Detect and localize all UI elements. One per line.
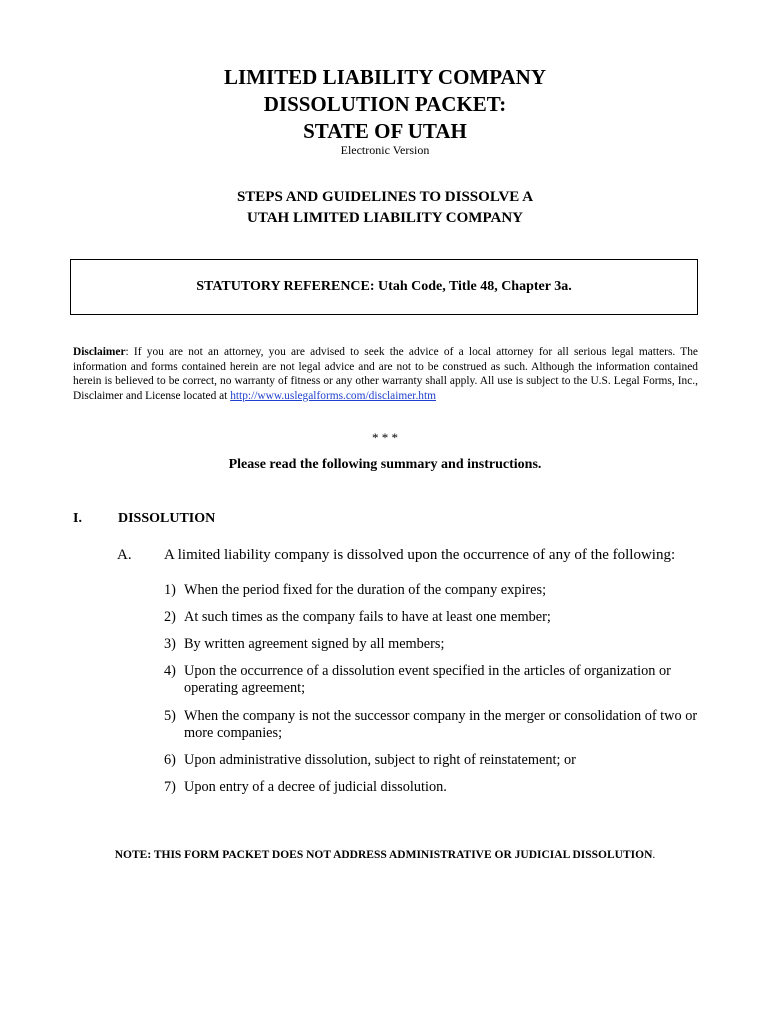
- section-title: DISSOLUTION: [118, 511, 216, 526]
- list-item-text: Upon entry of a decree of judicial dissolution.: [184, 779, 447, 795]
- list-item: [164, 708, 704, 742]
- list-item-number: 5): [164, 708, 176, 724]
- steps-heading-line2: UTAH LIMITED LIABILITY COMPANY: [247, 210, 523, 226]
- list-item-number: 3): [164, 636, 176, 652]
- list-item: [164, 636, 704, 653]
- form-note-text: NOTE: THIS FORM PACKET DOES NOT ADDRESS ADMINISTRATIVE OR JUDICIAL DISSOLUTION: [114, 849, 653, 861]
- disclaimer-text: : If you are not an attorney, you are advised to seek the advice of a local attorney for all serious legal matters. The information and forms contained herein are not legal advice and are not to be construed as such. Although the information contained herein is believed to be correct, no warranty of fitness or any other warranty shall apply. All use is subject to the U.S. Legal Forms, Inc., Disclaimer and License located at: [73, 346, 698, 402]
- section-number: I.: [73, 511, 82, 526]
- disclaimer-paragraph: [73, 345, 698, 403]
- subsection-letter: A.: [117, 547, 132, 563]
- list-item: [164, 582, 704, 599]
- instructions-heading: Please read the following summary and instructions.: [228, 457, 542, 472]
- list-item-text: Upon administrative dissolution, subject to right of reinstatement; or: [184, 752, 576, 768]
- statutory-reference-text: STATUTORY REFERENCE: Utah Code, Title 48, Chapter 3a.: [196, 279, 572, 294]
- list-item-number: 2): [164, 609, 176, 625]
- steps-heading-line1: STEPS AND GUIDELINES TO DISSOLVE A: [236, 189, 534, 205]
- list-item: [164, 663, 704, 697]
- document-title-line2: DISSOLUTION PACKET:: [263, 92, 507, 116]
- document-title-line1: LIMITED LIABILITY COMPANY: [223, 65, 547, 89]
- list-item-text: When the company is not the successor company in the merger or consolidation of two or more companies;: [184, 708, 698, 741]
- subsection-text: A limited liability company is dissolved upon the occurrence of any of the following:: [164, 547, 676, 563]
- form-note-period: .: [652, 849, 656, 861]
- section-separator: * * *: [372, 430, 398, 445]
- form-note: [0, 849, 770, 861]
- list-item: [164, 752, 704, 769]
- statutory-reference-box: [70, 259, 698, 315]
- disclaimer-label: Disclaimer: [73, 346, 126, 358]
- list-item-text: At such times as the company fails to have at least one member;: [184, 609, 551, 625]
- list-item-text: When the period fixed for the duration of the company expires;: [184, 582, 547, 598]
- document-subtitle: Electronic Version: [340, 143, 430, 157]
- list-item-number: 7): [164, 779, 176, 795]
- list-item: [164, 779, 704, 796]
- list-item-text: Upon the occurrence of a dissolution event specified in the articles of organization or operating agreement;: [184, 663, 671, 696]
- list-item-text: By written agreement signed by all members;: [184, 636, 445, 652]
- disclaimer-link[interactable]: http://www.uslegalforms.com/disclaimer.htm: [230, 389, 437, 402]
- list-item-number: 4): [164, 663, 176, 679]
- list-item-number: 1): [164, 582, 176, 598]
- list-item: [164, 609, 704, 626]
- list-item-number: 6): [164, 752, 176, 768]
- document-title-line3: STATE OF UTAH: [303, 119, 467, 143]
